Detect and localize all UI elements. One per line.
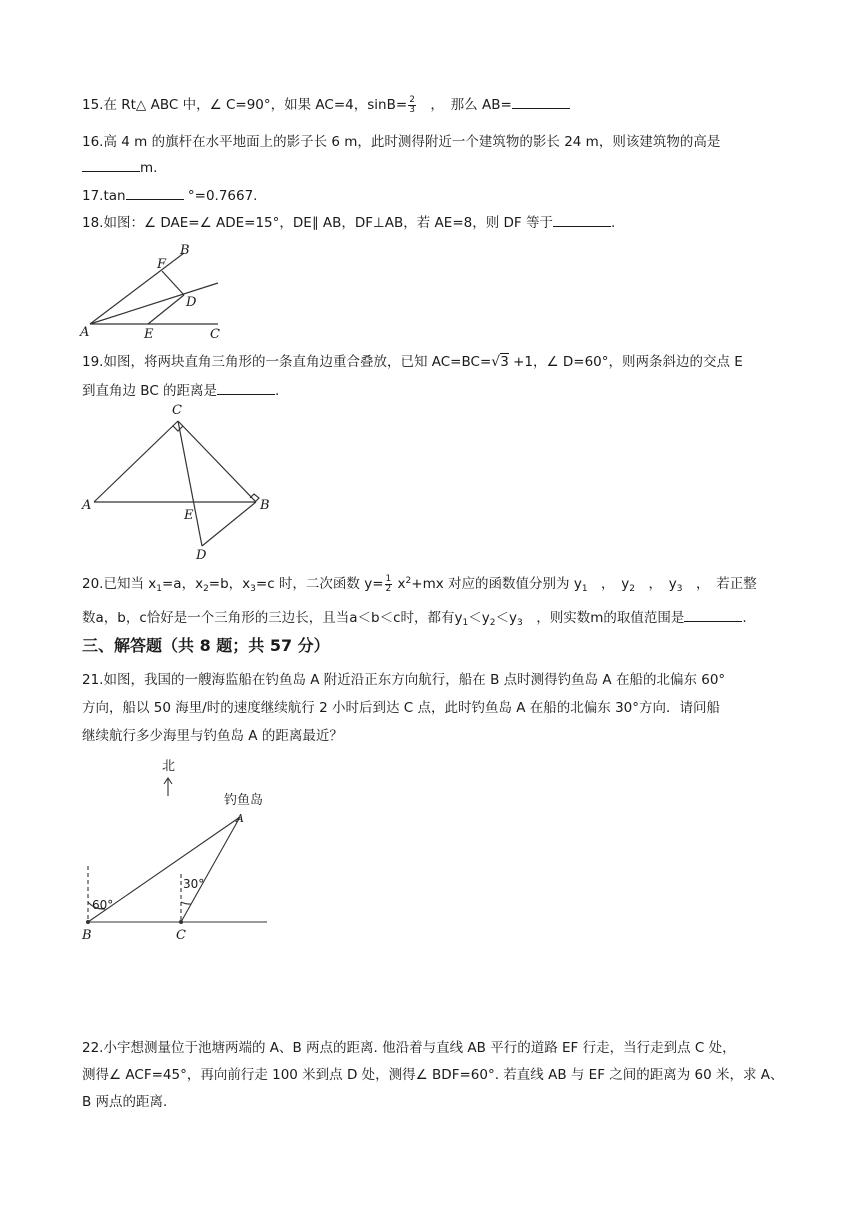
q19-text-line2: 到直角边 BC 的距离是: [82, 383, 218, 399]
question-22-line2: 测得∠ ACF=45°，再向前行走 100 米到点 D 处，测得∠ BDF=60°. 若直线 AB 与 EF 之间的距离为 60 米，求 A、: [82, 1067, 784, 1083]
q20-answer-blank[interactable]: [684, 607, 742, 622]
line-AD: [90, 283, 218, 324]
q17-text: 17.tan: [82, 188, 126, 204]
q19-period: .: [275, 383, 280, 399]
line-DB: [202, 502, 256, 546]
question-18: [82, 212, 615, 233]
question-19-line1: [82, 352, 743, 372]
section-title-3: 三、解答题（共 8 题；共 57 分）: [82, 636, 330, 655]
question-22-line1: 22.小宇想测量位于池塘两端的 A、B 两点的距离. 他沿着与直线 AB 平行的道路 EF 行走，当行走到点 C 处，: [82, 1040, 736, 1056]
q15-text-post: ， 那么 AB=: [416, 97, 512, 113]
question-16-line2: [82, 157, 157, 178]
q16-answer-blank[interactable]: [82, 157, 140, 172]
q20-fraction: $\frac{1}{2}$: [385, 573, 392, 594]
sqrt-symbol: √: [491, 354, 501, 370]
label-E: E: [144, 327, 154, 340]
label-C: C: [210, 327, 220, 340]
question-17: [82, 185, 257, 206]
q19-text: 19.如图，将两块直角三角形的一条直角边重合叠放，已知 AC=BC=: [82, 354, 492, 370]
label-C: C: [172, 403, 182, 418]
q15-answer-blank[interactable]: [512, 94, 570, 109]
q15-text: 15.在 Rt△ ABC 中，∠ C=90°，如果 AC=4，sinB=: [82, 97, 408, 113]
line-AB: [90, 253, 184, 324]
label-angle-60: 60°: [92, 898, 114, 912]
q19-answer-blank[interactable]: [217, 380, 275, 395]
angle-arc-30: [181, 902, 191, 904]
q15-fraction: $\frac{2}{3}$: [409, 94, 415, 115]
line-CD: [178, 421, 202, 546]
question-21-line1: 21.如图，我国的一艘海监船在钓鱼岛 A 附近沿正东方向航行，船在 B 点时测得钓鱼岛 A 在船的北偏东 60°: [82, 672, 726, 688]
line-AC: [94, 421, 178, 502]
line-CA: [181, 817, 240, 922]
q16-unit: m.: [140, 160, 158, 176]
label-B: B: [260, 498, 270, 513]
q17-text-post: °=0.7667.: [183, 188, 258, 204]
question-21-line3: 继续航行多少海里与钓鱼岛 A 的距离最近？: [82, 728, 343, 744]
right-angle-C: [173, 426, 183, 431]
label-C: C: [176, 928, 186, 943]
question-16-line1: 16.高 4 m 的旗杆在水平地面上的影子长 6 m，此时测得附近一个建筑物的影长 24 m，则该建筑物的高是: [82, 134, 721, 150]
q19-sqrt-value: 3: [500, 354, 509, 370]
figure-q18: [78, 240, 228, 340]
label-B: B: [82, 928, 92, 943]
label-A: A: [80, 325, 90, 340]
q19-text-post: +1，∠ D=60°，则两条斜边的交点 E: [508, 354, 743, 370]
label-island: 钓鱼岛: [224, 793, 264, 808]
label-E: E: [184, 508, 194, 523]
line-CB: [178, 421, 256, 502]
q18-answer-blank[interactable]: [553, 212, 611, 227]
label-north: 北: [162, 759, 176, 774]
figure-q19: [78, 398, 278, 563]
question-21-line2: 方向，船以 50 海里/时的速度继续航行 2 小时后到达 C 点，此时钓鱼岛 A 在船的北偏东 30°方向．请问船: [82, 700, 721, 716]
point-B: [86, 920, 90, 924]
line-FD: [162, 271, 184, 295]
question-20-line1: 20.已知当 $x_1=a$，$x_2=b$，$x_3=c$ 时，二次函数 y= $\frac{1}{2}$ $x^2+mx$ 对应的函数值分别为 $y_1$ ， $y_2$ ， $y_3$ ， 若正整: [82, 573, 757, 594]
label-F: F: [157, 257, 167, 272]
label-A: A: [236, 812, 244, 825]
q18-text: 18.如图：∠ DAE=∠ ADE=15°，DE∥ AB，DF⊥AB，若 AE=8，则 DF 等于: [82, 215, 553, 231]
label-D: D: [196, 548, 207, 563]
question-22-line3: B 两点的距离.: [82, 1094, 168, 1110]
figure-q21: [80, 752, 280, 947]
label-A: A: [82, 498, 92, 513]
question-20-line2: 数a，b，c恰好是一个三角形的三边长，且当a＜b＜c时，都有$y_1<y_2<y_3$ ，则实数m的取值范围是 .: [82, 607, 747, 633]
label-angle-30: 30°: [183, 877, 205, 891]
question-15: [82, 94, 570, 115]
q18-period: .: [610, 215, 616, 231]
label-B: B: [180, 243, 190, 258]
label-D: D: [186, 295, 197, 310]
point-C: [179, 920, 183, 924]
q17-answer-blank[interactable]: [126, 185, 184, 200]
